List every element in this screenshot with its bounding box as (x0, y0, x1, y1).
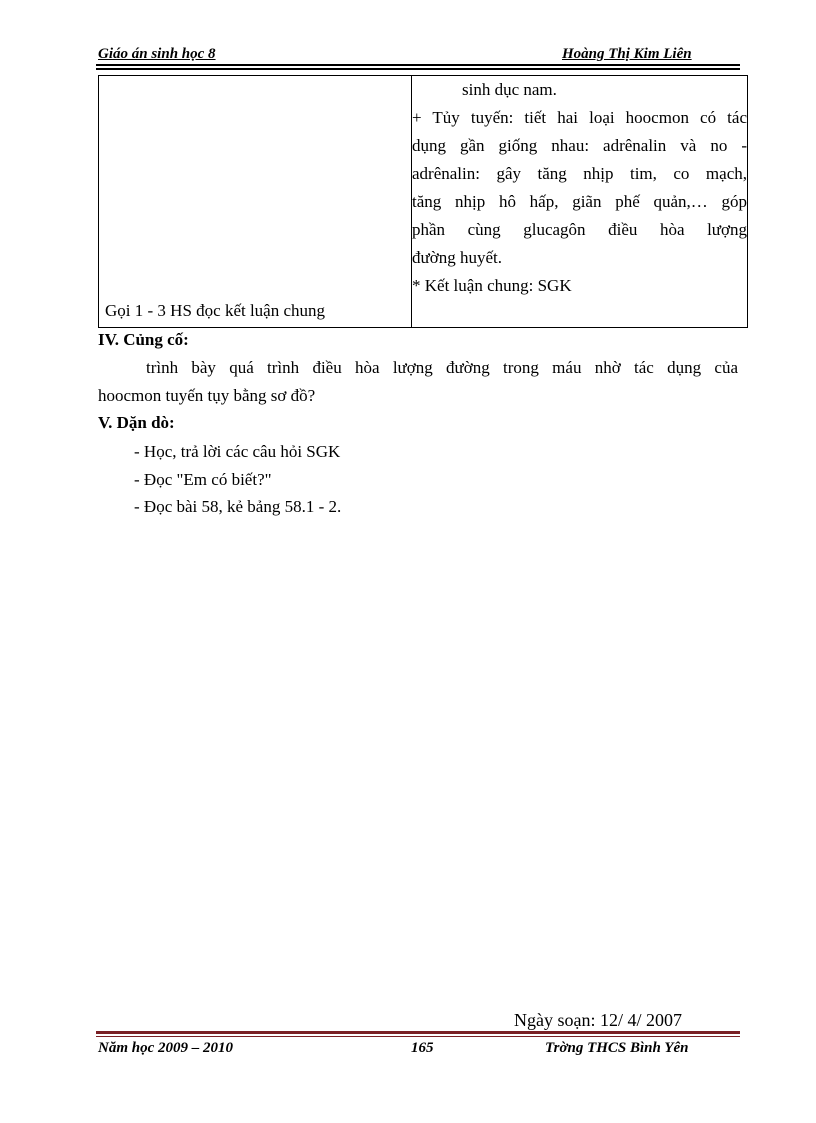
content-line: đường huyết. (412, 248, 502, 267)
header-rule-top (96, 64, 740, 66)
section-4-paragraph (98, 354, 738, 410)
content-line: adrênalin: gây tăng nhịp tim, co mạch, (412, 164, 747, 183)
footer-school-year: Năm học 2009 – 2010 (98, 1040, 233, 1056)
conclusion-line: * Kết luận chung: SGK (412, 276, 572, 295)
lesson-table (98, 75, 748, 328)
content-line: + Tủy tuyến: tiết hai loại hoocmon có tác (412, 108, 747, 127)
content-line: tăng nhịp hô hấp, giãn phế quản,… góp (412, 192, 747, 211)
header-right: Hoàng Thị Kim Liên (562, 46, 692, 62)
preparation-date: Ngày soạn: 12/ 4/ 2007 (514, 1010, 682, 1030)
section-4-line-2: hoocmon tuyến tụy bằng sơ đồ? (98, 386, 316, 405)
section-5-title: V. Dặn dò: (98, 413, 175, 432)
teacher-activity-text: Gọi 1 - 3 HS đọc kết luận chung (105, 301, 326, 320)
list-item: - Học, trả lời các câu hỏi SGK (134, 442, 341, 461)
list-item: - Đọc "Em có biết?" (134, 470, 272, 489)
content-line: dụng gần giống nhau: adrênalin và no - (412, 136, 747, 155)
section-4-title: IV. Củng cố: (98, 330, 189, 349)
footer-page-number: 165 (411, 1040, 434, 1056)
header-left: Giáo án sinh học 8 (98, 46, 216, 62)
content-line: phần cùng glucagôn điều hòa lượng (412, 220, 747, 239)
header-rule-bottom (96, 68, 740, 70)
teacher-activity-cell (99, 76, 412, 328)
footer-rule-thick (96, 1031, 740, 1034)
list-item: - Đọc bài 58, kẻ bảng 58.1 - 2. (134, 497, 342, 516)
section-4-line-1: trình bày quá trình điều hòa lượng đường trong máu nhờ tác dụng của (146, 358, 738, 377)
footer-school-name: Trờng THCS Bình Yên (545, 1040, 689, 1056)
content-line: sinh dục nam. (462, 80, 557, 99)
content-cell (412, 76, 748, 328)
footer-rule-thin (96, 1036, 740, 1037)
